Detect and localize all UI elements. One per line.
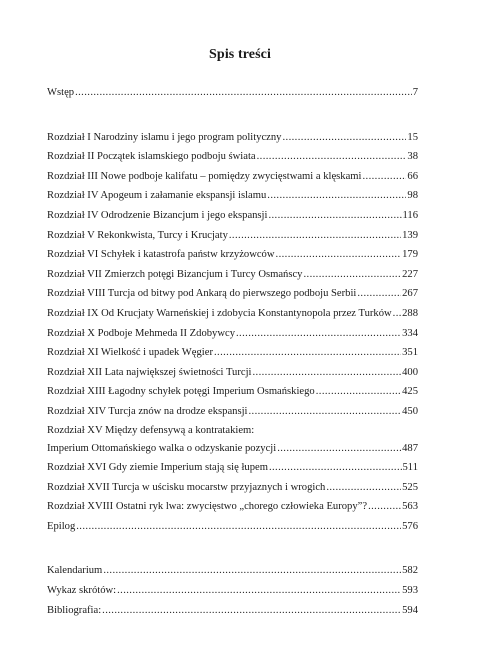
toc-entry[interactable]: [47, 284, 418, 304]
toc-entry-epilog[interactable]: [47, 517, 418, 537]
toc-entry-label: Rozdział X Podboje Mehmeda II Zdobywcy: [47, 327, 235, 339]
toc-entry-label: Rozdział XVII Turcja w uścisku mocarstw przyjaznych i wrogich: [47, 481, 326, 493]
toc-entry-page: 139: [402, 229, 418, 241]
toc-entry[interactable]: [47, 265, 418, 285]
toc-entry-page: 66: [407, 170, 418, 182]
toc-entry-label: Epilog: [47, 520, 76, 532]
toc-entry-label: Rozdział II Początek islamskiego podboju świata: [47, 151, 256, 163]
toc-entry-page: 98: [407, 190, 418, 202]
toc-entry-label: Rozdział III Nowe podboje kalifatu – pomiędzy zwycięstwami a klęskami: [47, 170, 362, 182]
leader-dots: [252, 363, 401, 383]
toc-entry-page: 38: [407, 151, 418, 163]
toc-entry-page: 15: [407, 131, 418, 143]
toc-entry[interactable]: [47, 128, 418, 148]
leader-dots: [236, 324, 401, 344]
toc-entry-label: Rozdział XI Wielkość i upadek Węgier: [47, 347, 213, 359]
leader-dots: [117, 581, 401, 601]
toc-entry-label-line2: Imperium Ottomańskiego walka o odzyskanie pozycji: [47, 442, 277, 454]
toc-entry-label: Rozdział IX Od Krucjaty Warneńskiej i zdobycia Konstantynopola przez Turków: [47, 307, 392, 319]
toc-entry-label: Rozdział I Narodziny islamu i jego program polityczny: [47, 131, 282, 143]
toc-entry-page: 179: [402, 249, 418, 261]
leader-dots: [276, 245, 402, 265]
toc-entry-chapter-xv[interactable]: [47, 422, 418, 459]
leader-dots: [277, 439, 401, 459]
toc-entry-page: 400: [402, 366, 418, 378]
toc-entry-label: Rozdział V Rekonkwista, Turcy i Krucjaty: [47, 229, 228, 241]
toc-entry[interactable]: [47, 363, 418, 383]
toc-entry-page: 576: [402, 520, 418, 532]
toc-entry[interactable]: [47, 167, 418, 187]
toc-entry-line2: [47, 439, 418, 459]
toc-entry[interactable]: [47, 382, 418, 402]
toc-entry-page: 487: [402, 442, 418, 454]
leader-dots: [368, 497, 401, 517]
toc-entry[interactable]: [47, 245, 418, 265]
spacer: [47, 536, 418, 561]
toc-entry-page: 582: [402, 565, 418, 577]
page-title: Spis treści: [209, 47, 271, 62]
toc-entry-page: 425: [402, 386, 418, 398]
toc-entry-label: Bibliografia:: [47, 604, 102, 616]
toc-entry-page: 351: [402, 347, 418, 359]
toc-entry-page: 450: [402, 405, 418, 417]
leader-dots: [102, 601, 401, 621]
toc-entry-label: Rozdział IV Apogeum i załamanie ekspansji islamu: [47, 190, 267, 202]
toc-entry[interactable]: [47, 324, 418, 344]
leader-dots: [269, 458, 402, 478]
toc-entry-page: 563: [402, 501, 418, 513]
leader-dots: [248, 402, 401, 422]
leader-dots: [326, 478, 401, 498]
leader-dots: [282, 128, 406, 148]
toc-entry[interactable]: [47, 478, 418, 498]
toc-entry-label: Rozdział XVIII Ostatni ryk lwa: zwycięstwo „chorego człowieka Europy”?: [47, 501, 368, 513]
toc-entry-page: 593: [402, 585, 418, 597]
leader-dots: [267, 186, 406, 206]
toc-entry-page: 267: [402, 288, 418, 300]
toc-entry[interactable]: [47, 343, 418, 363]
toc-entry[interactable]: [47, 402, 418, 422]
toc-entry-label: Rozdział XIV Turcja znów na drodze ekspansji: [47, 405, 248, 417]
leader-dots: [357, 284, 401, 304]
leader-dots: [303, 265, 401, 285]
toc-entry-label: Rozdział VII Zmierzch potęgi Bizancjum i Turcy Osmańscy: [47, 268, 303, 280]
toc-entry-page: 7: [412, 87, 418, 98]
toc-entry-label: Kalendarium: [47, 565, 103, 577]
toc-entry-page: 116: [402, 209, 418, 221]
toc-entry[interactable]: [47, 304, 418, 324]
toc-entry-label: Rozdział XII Lata największej świetności Turcji: [47, 366, 252, 378]
leader-dots: [229, 226, 401, 246]
leader-dots: [214, 343, 401, 363]
toc-entry-page: 525: [402, 481, 418, 493]
leader-dots: [316, 382, 401, 402]
toc-entry-label: Rozdział XIII Łagodny schyłek potęgi Imperium Osmańskiego: [47, 386, 315, 398]
toc-entry-label: Rozdział XVI Gdy ziemie Imperium stają się łupem: [47, 462, 268, 474]
toc-entry-label-line1: Rozdział XV Między defensywą a kontratakiem:: [47, 424, 255, 436]
toc-entry[interactable]: [47, 206, 418, 226]
toc-entry-page: 594: [402, 604, 418, 616]
toc-entry-appendix[interactable]: [47, 581, 418, 601]
leader-dots: [103, 561, 401, 581]
toc-entry[interactable]: [47, 147, 418, 167]
leader-dots: [76, 517, 401, 537]
toc-entry[interactable]: [47, 186, 418, 206]
toc-entry-page: 288: [402, 307, 418, 319]
toc-entry[interactable]: [47, 458, 418, 478]
toc-entry-label: Rozdział VI Schyłek i katastrofa państw krzyżowców: [47, 249, 275, 261]
toc-entry-intro[interactable]: [47, 83, 418, 103]
toc-entry-page: 511: [402, 462, 418, 474]
toc-entry-page: 334: [402, 327, 418, 339]
spacer: [47, 103, 418, 128]
leader-dots: [393, 304, 401, 324]
leader-dots: [268, 206, 401, 226]
toc-entry-appendix[interactable]: [47, 601, 418, 621]
toc-entry-label: Rozdział IV Odrodzenie Bizancjum i jego ekspansji: [47, 209, 268, 221]
table-of-contents: [47, 83, 418, 620]
toc-entry-label: Wykaz skrótów:: [47, 585, 117, 597]
leader-dots: [362, 167, 406, 187]
toc-entry-page: 227: [402, 268, 418, 280]
leader-dots: [75, 83, 412, 103]
toc-entry[interactable]: [47, 497, 418, 517]
toc-entry-appendix[interactable]: [47, 561, 418, 581]
toc-entry-label: Wstęp: [47, 87, 75, 98]
toc-entry[interactable]: [47, 226, 418, 246]
leader-dots: [257, 147, 407, 167]
toc-entry-label: Rozdział VIII Turcja od bitwy pod Ankarą do pierwszego podboju Serbii: [47, 288, 357, 300]
